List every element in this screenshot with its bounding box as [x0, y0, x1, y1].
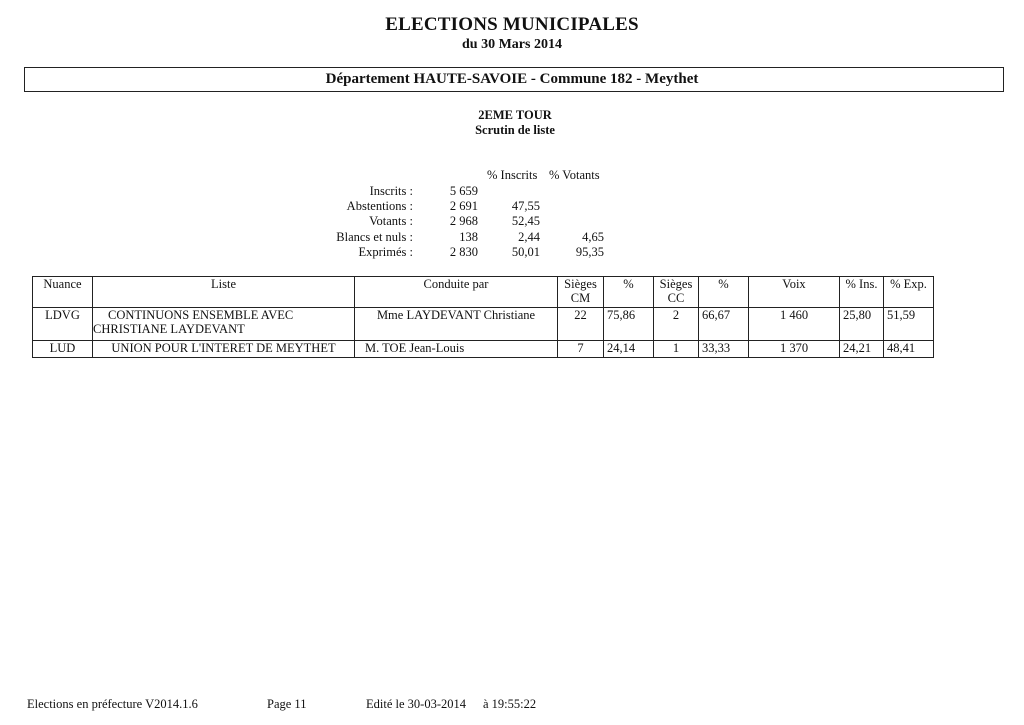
cell-pct-cc: 66,67: [699, 308, 749, 341]
header-pct-exp: % Exp.: [884, 277, 934, 308]
cell-liste: [93, 341, 355, 358]
cell-voix: 1 370: [749, 341, 840, 358]
header-liste: Liste: [93, 277, 355, 308]
cell-nuance: LDVG: [33, 308, 93, 341]
cell-pct-cm: 75,86: [604, 308, 654, 341]
cell-sieges-cc: 1: [654, 341, 699, 358]
stats-header-votants: % Votants: [549, 168, 600, 182]
departement-commune: Département HAUTE-SAVOIE - Commune 182 - Meythet: [325, 71, 699, 87]
cell-liste-line2: CHRISTIANE LAYDEVANT: [93, 322, 245, 336]
header-voix: Voix: [749, 277, 840, 308]
stats-row-abstentions: [0, 199, 700, 214]
footer-edit-date: Edité le 30-03-2014: [366, 697, 466, 711]
tour-label: 2EME TOUR: [478, 108, 552, 122]
header-pct-cm: %: [604, 277, 654, 308]
header-nuance: Nuance: [33, 277, 93, 308]
cell-sieges-cm: 7: [558, 341, 604, 358]
cell-pct-exp: 51,59: [884, 308, 934, 341]
stats-value: 2 830: [449, 245, 478, 259]
results-table: [32, 276, 934, 358]
footer-edit-time: à 19:55:22: [483, 697, 537, 711]
cell-sieges-cm: 22: [558, 308, 604, 341]
cell-sieges-cc: 2: [654, 308, 699, 341]
stats-row-votants: [0, 214, 700, 229]
cell-pct-ins: 24,21: [840, 341, 884, 358]
cell-pct-cm: 24,14: [604, 341, 654, 358]
header-sieges-cc: Sièges CC: [654, 277, 699, 308]
stats-row-blancs-nuls: [0, 230, 700, 245]
stats-value: 5 659: [449, 184, 478, 198]
header-sieges-cm: Sièges CM: [558, 277, 604, 308]
table-row: [33, 308, 934, 341]
stats-pct-votants: 95,35: [575, 245, 604, 259]
stats-label: Exprimés :: [358, 245, 413, 259]
stats-header-inscrits: % Inscrits: [487, 168, 538, 182]
table-row: [33, 341, 934, 358]
footer-page-number: Page 11: [267, 697, 307, 711]
cell-pct-ins: 25,80: [840, 308, 884, 341]
stats-label: Blancs et nuls :: [336, 230, 413, 244]
stats-pct-votants: 4,65: [582, 230, 604, 244]
document-title: ELECTIONS MUNICIPALES: [385, 14, 639, 35]
cell-nuance: LUD: [33, 341, 93, 358]
header-pct-cc: %: [699, 277, 749, 308]
results-header-row: [33, 277, 934, 308]
scrutin-type: Scrutin de liste: [475, 123, 555, 137]
election-date: du 30 Mars 2014: [462, 37, 562, 52]
stats-pct-inscrits: 47,55: [511, 199, 540, 213]
stats-pct-inscrits: 2,44: [518, 230, 540, 244]
stats-pct-inscrits: 50,01: [511, 245, 540, 259]
cell-voix: 1 460: [749, 308, 840, 341]
stats-value: 2 968: [449, 214, 478, 228]
stats-row-inscrits: [0, 184, 700, 199]
header-conduite: Conduite par: [355, 277, 558, 308]
stats-label: Abstentions :: [346, 199, 413, 213]
cell-pct-cc: 33,33: [699, 341, 749, 358]
stats-label: Inscrits :: [369, 184, 413, 198]
stats-row-exprimes: [0, 245, 700, 260]
cell-liste-line1: UNION POUR L'INTERET DE MEYTHET: [111, 341, 336, 355]
cell-liste: [93, 308, 355, 341]
stats-value: 138: [459, 230, 478, 244]
cell-liste-line1: CONTINUONS ENSEMBLE AVEC: [108, 308, 294, 322]
stats-pct-inscrits: 52,45: [511, 214, 540, 228]
stats-value: 2 691: [449, 199, 478, 213]
cell-conduite: M. TOE Jean-Louis: [355, 341, 558, 358]
stats-label: Votants :: [369, 214, 413, 228]
cell-conduite: Mme LAYDEVANT Christiane: [355, 308, 558, 341]
footer-application-version: Elections en préfecture V2014.1.6: [27, 697, 198, 711]
header-pct-ins: % Ins.: [840, 277, 884, 308]
cell-pct-exp: 48,41: [884, 341, 934, 358]
